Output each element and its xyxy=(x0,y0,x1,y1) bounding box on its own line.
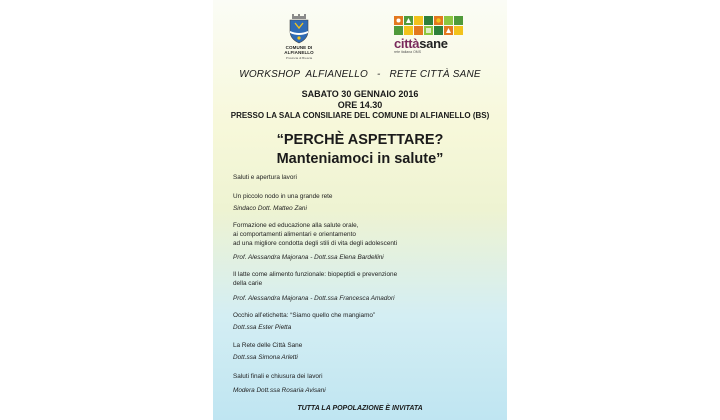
program-moderator: Modera Dott.ssa Rosaria Avisani xyxy=(233,387,326,394)
workshop-right: RETE CITTÀ SANE xyxy=(389,69,481,80)
comune-logo xyxy=(271,14,327,60)
event-poster xyxy=(213,0,507,420)
talk2-title-line1: Formazione ed educazione alla salute orale, xyxy=(233,222,359,229)
event-title-line2: Manteniamoci in salute” xyxy=(276,151,444,167)
comune-crest-icon xyxy=(287,14,311,44)
citta-word: città xyxy=(394,36,420,51)
comune-name: COMUNE DI ALFIANELLO xyxy=(284,45,314,55)
talk3-speaker: Prof. Alessandra Majorana - Dott.ssa Francesca Amadori xyxy=(233,295,395,302)
workshop-separator: - xyxy=(368,69,390,80)
invitation-footer: TUTTA LA POPOLAZIONE È INVITATA xyxy=(297,405,423,412)
program-closing: Saluti finali e chiusura dei lavori xyxy=(233,373,323,380)
event-date: SABATO 30 GENNAIO 2016 xyxy=(301,89,419,99)
program-opening: Saluti e apertura lavori xyxy=(233,174,297,181)
talk5-title: La Rete delle Città Sane xyxy=(233,342,303,349)
talk4-speaker: Dott.ssa Ester Pietta xyxy=(233,324,292,331)
talk2-speaker: Prof. Alessandra Majorana - Dott.ssa Elena Bardellini xyxy=(233,254,384,261)
talk2-title-line3: ad una migliore condotta degli stili di vita degli adolescenti xyxy=(233,240,398,247)
talk2-title-line2: ai comportamenti alimentari e orientamento xyxy=(233,231,356,238)
workshop-heading xyxy=(213,69,507,80)
event-place: PRESSO LA SALA CONSILIARE DEL COMUNE DI ALFIANELLO (BS) xyxy=(230,111,490,120)
citta-sane-subtitle: rete italiana OMS xyxy=(394,50,422,54)
sane-word: sane xyxy=(419,36,448,51)
talk5-speaker: Dott.ssa Simona Arletti xyxy=(233,354,298,361)
citta-sane-mosaic-icon xyxy=(394,16,464,36)
talk1-title: Un piccolo nodo in una grande rete xyxy=(233,193,333,200)
talk4-title: Occhio all’etichetta: “Siamo quello che mangiamo” xyxy=(233,312,376,319)
event-time: ORE 14.30 xyxy=(337,100,383,110)
citta-sane-wordmark xyxy=(394,37,466,50)
talk3-title-line2: della carie xyxy=(233,280,263,287)
talk3-title-line1: Il latte come alimento funzionale: biopeptidi e prevenzione xyxy=(233,271,398,278)
talk1-speaker: Sindaco Dott. Matteo Zani xyxy=(233,205,307,212)
event-title-line1: “PERCHÈ ASPETTARE? xyxy=(276,132,444,148)
citta-sane-logo xyxy=(394,16,466,54)
workshop-left: WORKSHOP ALFIANELLO xyxy=(239,69,369,80)
comune-subtitle: Provincia di Brescia xyxy=(285,56,313,60)
